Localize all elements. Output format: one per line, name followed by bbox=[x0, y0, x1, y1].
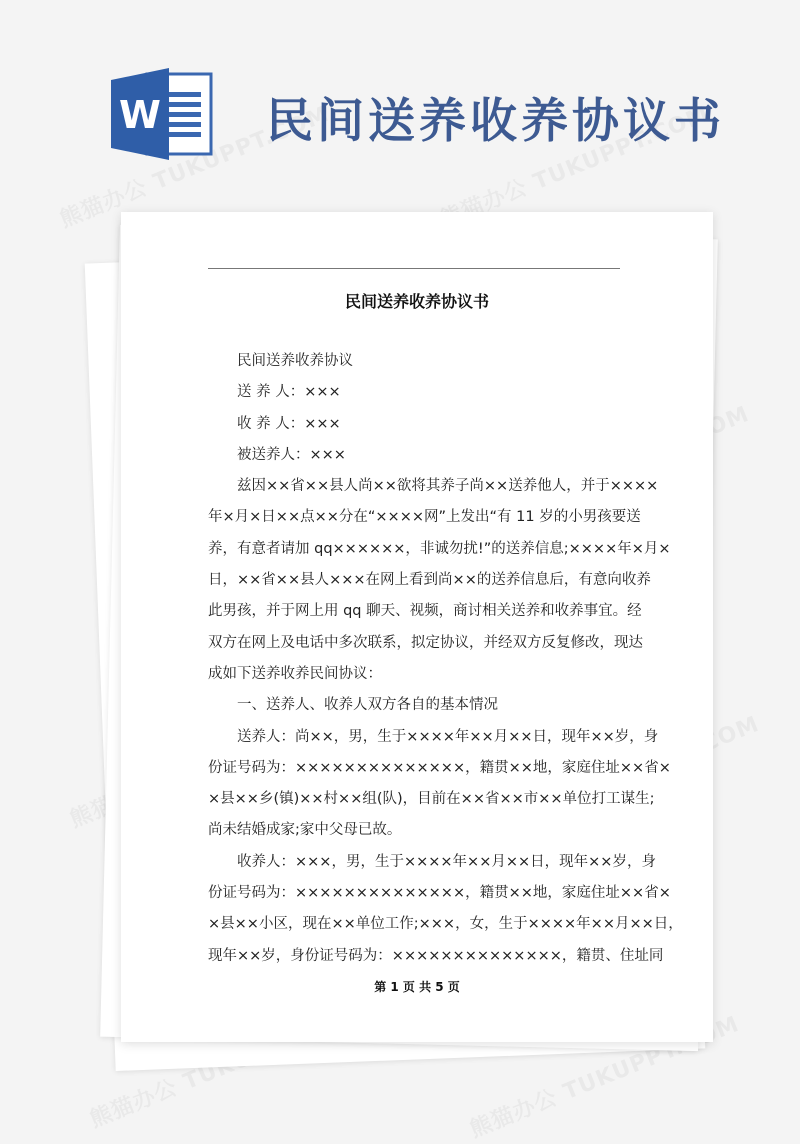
paragraph-line: 送 养 人：××× bbox=[237, 384, 341, 401]
section-heading: 一、送养人、收养人双方各自的基本情况 bbox=[237, 697, 498, 714]
paragraph-line: 养，有意者请加 qq××××××，非诚勿扰!”的送养信息;××××年×月× bbox=[208, 540, 671, 557]
document-page bbox=[121, 212, 713, 1042]
paragraph-line: 双方在网上及电话中多次联系，拟定协议，并经双方反复修改，现达 bbox=[208, 634, 643, 651]
header-rule bbox=[208, 268, 620, 269]
document-body bbox=[208, 346, 683, 972]
paragraph-line: 成如下送养收养民间协议： bbox=[208, 665, 382, 682]
paragraph-line: 被送养人：××× bbox=[237, 446, 346, 463]
banner-title: 民间送养收养协议书 bbox=[266, 94, 725, 149]
page-footer: 第 1 页 共 5 页 bbox=[374, 980, 460, 994]
paragraph-line: 年×月×日××点××分在“××××网”上发出“有 11 岁的小男孩要送 bbox=[208, 509, 641, 526]
paragraph-line: 份证号码为：××××××××××××××，籍贯××地，家庭住址××省× bbox=[208, 885, 671, 902]
paragraph-line: 收 养 人：××× bbox=[237, 415, 341, 432]
paragraph-line: 尚未结婚成家;家中父母已故。 bbox=[208, 822, 402, 839]
paragraph-line: 送养人：尚××，男，生于××××年××月××日，现年××岁，身 bbox=[237, 728, 659, 745]
paragraph-line: ×县××乡(镇)××村××组(队)，目前在××省××市××单位打工谋生; bbox=[208, 791, 655, 808]
document-title: 民间送养收养协议书 bbox=[344, 292, 489, 311]
paragraph-line: 民间送养收养协议 bbox=[237, 353, 353, 369]
paragraph-line: 日，××省××县人×××在网上看到尚××的送养信息后，有意向收养 bbox=[208, 572, 651, 589]
paragraph-line: ×县××小区，现在××单位工作;×××，女，生于××××年××月××日， bbox=[208, 916, 683, 933]
paragraph-line: 兹因××省××县人尚××欲将其养子尚××送养他人，并于×××× bbox=[237, 478, 659, 495]
paragraph-line: 份证号码为：××××××××××××××，籍贯××地，家庭住址××省× bbox=[208, 759, 671, 776]
paragraph-line: 收养人：×××，男，生于××××年××月××日，现年××岁，身 bbox=[237, 853, 656, 870]
word-logo-letter: W bbox=[119, 93, 161, 137]
paragraph-line: 此男孩，并于网上用 qq 聊天、视频，商讨相关送养和收养事宜。经 bbox=[208, 603, 642, 620]
paragraph-line: 现年××岁，身份证号码为：××××××××××××××，籍贯、住址同 bbox=[208, 947, 664, 964]
word-logo-icon bbox=[111, 68, 213, 160]
